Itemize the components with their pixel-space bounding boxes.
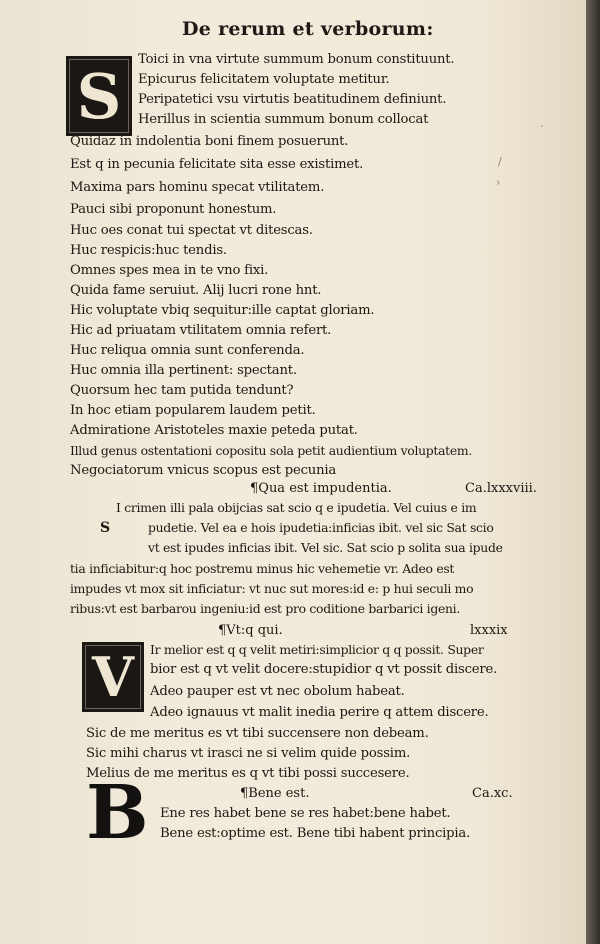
text-line: pudetie. Vel ea e hois ipudetia:inficias ibit. vel sic Sat scio (148, 520, 494, 535)
text-line: impudes vt mox sit inficiatur: vt nuc sut mores:id e: p hui seculi mo (70, 581, 474, 596)
text-line: I crimen illi pala obijcias sat scio q e ipudetia. Vel cuius e im (116, 500, 477, 515)
text-line: Admiratione Aristoteles maxie peteda putat. (70, 423, 358, 438)
chapter-title: Bene est. (248, 786, 310, 801)
text-line: Quida fame seruiut. Alij lucri rone hnt. (70, 283, 322, 298)
text-line: vt est ipudes inficias ibit. Vel sic. Sat scio p solita sua ipude (148, 540, 503, 555)
text-line: Huc respicis:huc tendis. (70, 243, 227, 258)
chapter-number: Ca.lxxxviii. (465, 481, 537, 496)
text-line: Quorsum hec tam putida tendunt? (70, 383, 294, 398)
text-line: ribus:vt est barbarou ingeniu:id est pro coditione barbarici igeni. (70, 601, 460, 616)
margin-letter: S (100, 520, 111, 536)
text-line: Sic de me meritus es vt tibi succensere non debeam. (86, 726, 429, 741)
chapter-heading (218, 623, 283, 638)
chapter-title: Qua est impudentia. (258, 481, 392, 496)
text-line: Epicurus felicitatem voluptate metitur. (138, 72, 390, 87)
page-header: De rerum et verborum: (182, 18, 434, 40)
chapter-title: Vt:q qui. (226, 623, 283, 638)
decorated-initial-v (82, 642, 144, 712)
pilcrow-mark: ¶ (250, 481, 259, 496)
show-through-mark: › (496, 176, 501, 189)
pilcrow-mark: ¶ (240, 786, 249, 801)
text-line: In hoc etiam popularem laudem petit. (70, 403, 316, 418)
text-line: Ir melior est q q velit metiri:simplicior q q possit. Super (150, 642, 484, 657)
text-line: tia inficiabitur:q hoc postremu minus hic vehemetie vr. Adeo est (70, 561, 455, 576)
show-through-mark: / (498, 155, 502, 168)
text-line: Maxima pars hominu specat vtilitatem. (70, 180, 325, 195)
show-through-mark: · (540, 120, 544, 133)
text-line: Sic mihi charus vt irasci ne si velim quide possim. (86, 746, 411, 761)
text-line: Huc oes conat tui spectat vt ditescas. (70, 223, 313, 238)
chapter-heading (240, 786, 309, 801)
chapter-heading (250, 481, 392, 496)
initial-letter: S (76, 59, 122, 133)
chapter-number: Ca.xc. (472, 786, 513, 801)
text-line: Herillus in scientia summum bonum collocat (138, 112, 429, 127)
book-spine-edge (586, 0, 600, 944)
text-line: Adeo ignauus vt malit inedia perire q attem discere. (150, 705, 489, 720)
decorated-initial-s (66, 56, 132, 136)
text-line: Melius de me meritus es q vt tibi possi succesere. (86, 766, 410, 781)
text-line: Adeo pauper est vt nec obolum habeat. (150, 684, 405, 699)
text-line: Bene est:optime est. Bene tibi habent principia. (160, 826, 471, 841)
pilcrow-mark: ¶ (218, 623, 227, 638)
chapter-number: lxxxix (470, 623, 508, 638)
initial-letter: V (92, 645, 134, 709)
text-line: Ene res habet bene se res habet:bene habet. (160, 806, 451, 821)
text-line: Quidaz in indolentia boni finem posuerunt. (70, 134, 349, 149)
text-line: Huc omnia illa pertinent: spectant. (70, 363, 297, 378)
text-line: Omnes spes mea in te vno fixi. (70, 263, 269, 278)
text-line: bior est q vt velit docere:stupidior q vt possit discere. (150, 662, 498, 677)
text-line: Hic voluptate vbiq sequitur:ille captat gloriam. (70, 303, 375, 318)
text-line: Hic ad priuatam vtilitatem omnia refert. (70, 323, 332, 338)
text-line: Toici in vna virtute summum bonum constituunt. (138, 52, 455, 67)
large-initial-b: B (86, 770, 149, 856)
text-line: Illud genus ostentationi copositu sola petit audientium voluptatem. (70, 443, 472, 458)
text-line: Negociatorum vnicus scopus est pecunia (70, 463, 337, 478)
text-line: Est q in pecunia felicitate sita esse existimet. (70, 157, 364, 172)
text-line: Peripatetici vsu virtutis beatitudinem definiunt. (138, 92, 447, 107)
text-line: Pauci sibi proponunt honestum. (70, 202, 277, 217)
text-line: Huc reliqua omnia sunt conferenda. (70, 343, 305, 358)
